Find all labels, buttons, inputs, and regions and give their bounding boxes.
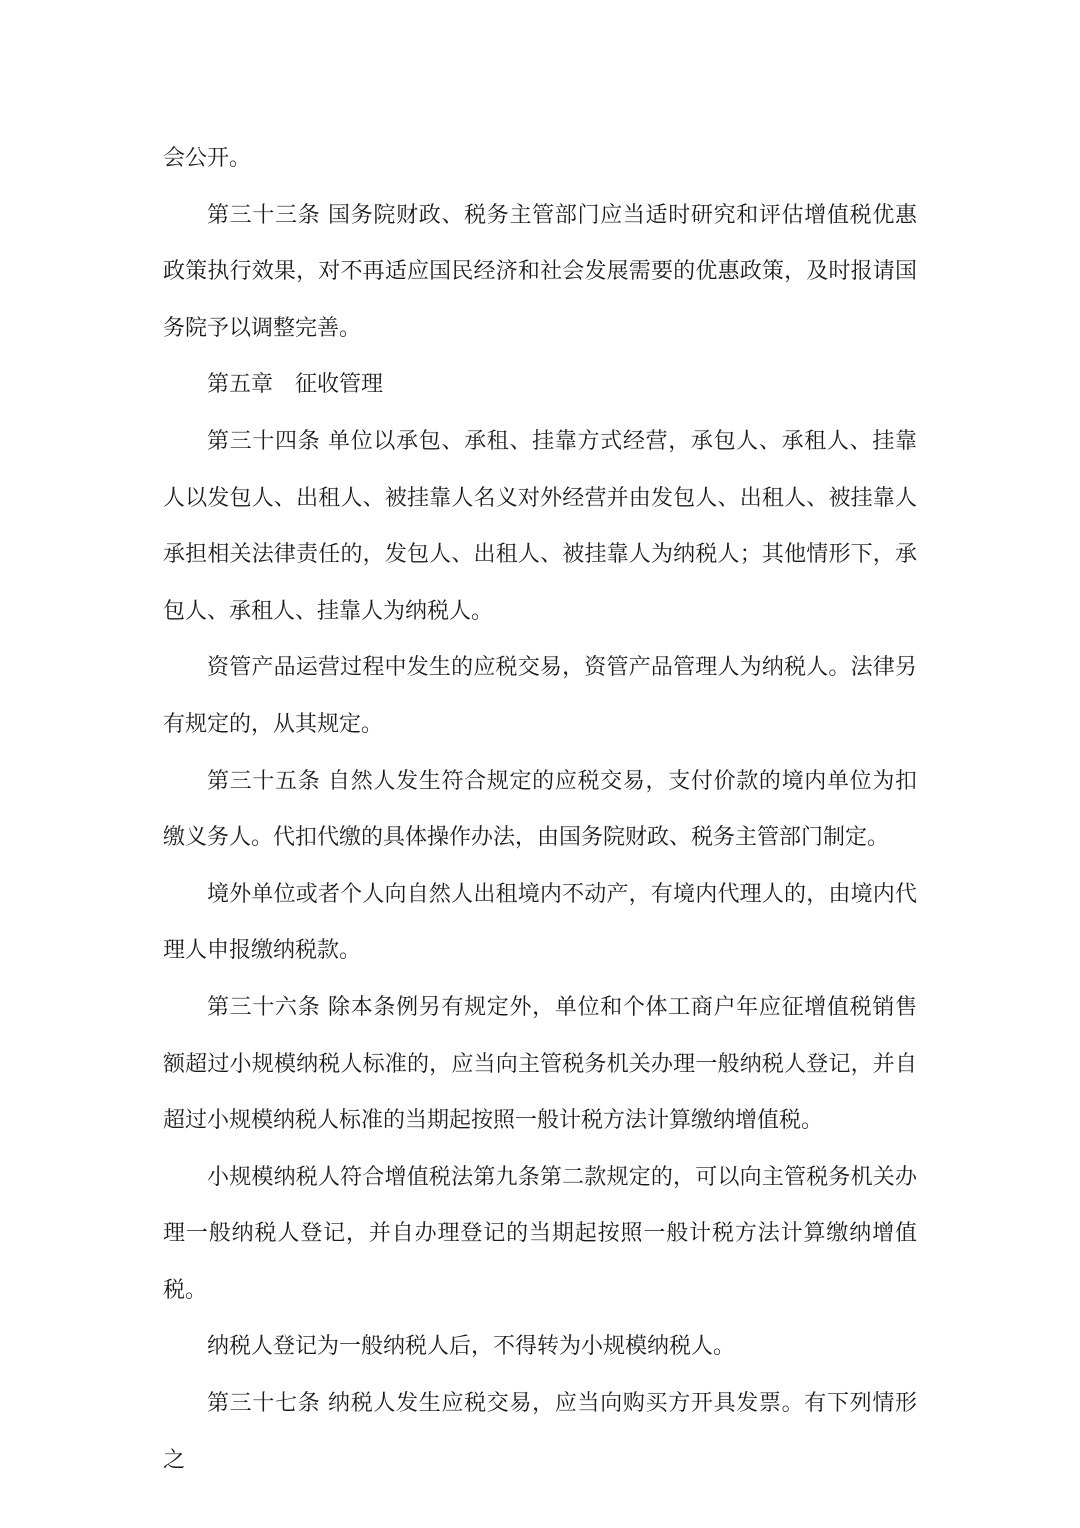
article-36-clause-3: 纳税人登记为一般纳税人后，不得转为小规模纳税人。 — [207, 1334, 736, 1360]
paragraph-continuation: 会公开。 — [163, 146, 252, 171]
chapter-title: 征收管理 — [295, 372, 384, 398]
article-37: 第三十七条 纳税人发生应税交易，应当向购买方开具发票。有下列情形之 — [163, 1391, 917, 1473]
article-35-clause-2: 境外单位或者个人向自然人出租境内不动产，有境内代理人的，由境内代理人申报缴纳税款。 — [163, 881, 917, 964]
article-35: 第三十五条 自然人发生符合规定的应税交易，支付价款的境内单位为扣缴义务人。代扣代缴的具体操作办法，由国务院财政、税务主管部门制定。 — [163, 768, 917, 851]
article-34: 第三十四条 单位以承包、承租、挂靠方式经营，承包人、承租人、挂靠人以发包人、出租人、被挂靠人名义对外经营并由发包人、出租人、被挂靠人承担相关法律责任的，发包人、出租人、被挂靠人为纳税人；其他情形下，承包人、承租人、挂靠人为纳税人。 — [163, 428, 917, 624]
article-36-clause-2: 小规模纳税人符合增值税法第九条第二款规定的，可以向主管税务机关办理一般纳税人登记，并自办理登记的当期起按照一般计税方法计算缴纳增值税。 — [163, 1164, 917, 1303]
chapter-heading — [163, 357, 917, 414]
article-34-clause-2: 资管产品运营过程中发生的应税交易，资管产品管理人为纳税人。法律另有规定的，从其规定。 — [163, 655, 917, 737]
document-body — [163, 131, 917, 1489]
article-33: 第三十三条 国务院财政、税务主管部门应当适时研究和评估增值税优惠政策执行效果，对不再适应国民经济和社会发展需要的优惠政策，及时报请国务院予以调整完善。 — [163, 202, 917, 341]
article-36: 第三十六条 除本条例另有规定外，单位和个体工商户年应征增值税销售额超过小规模纳税人标准的，应当向主管税务机关办理一般纳税人登记，并自超过小规模纳税人标准的当期起按照一般计税方法计算缴纳增值税。 — [163, 994, 917, 1134]
chapter-number: 第五章 — [207, 372, 274, 398]
